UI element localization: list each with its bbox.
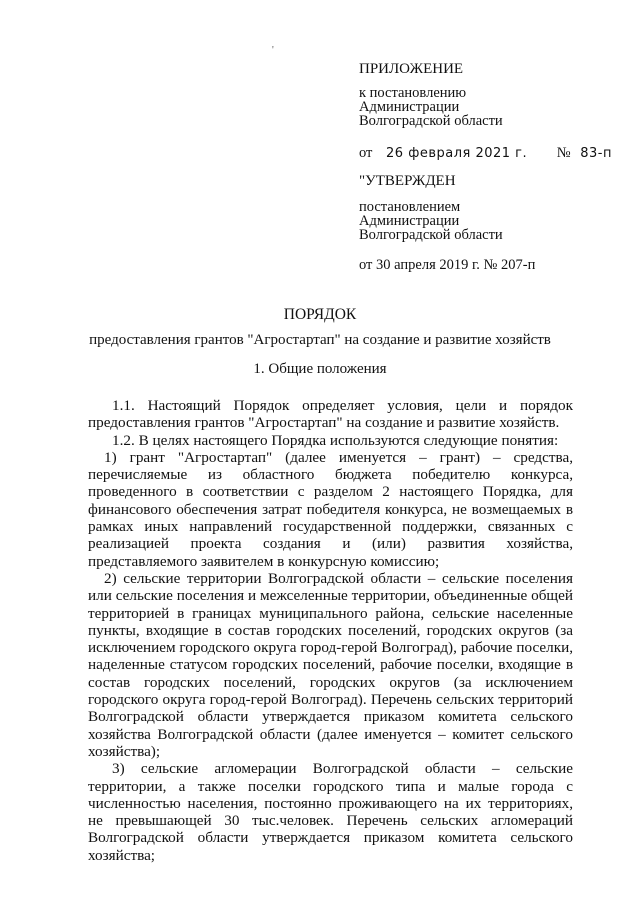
definition-1: 1) грант "Агростартап" (далее именуется – грант) – средства, перечисляемые из областного бюджета победителю конкурса, проведенного в соответствии с разделом 2 настоящего Порядка, для финансового обеспечения затрат победителя конкурса, не возмещаемых в рамках иных направлений государственной поддержки, связанных с реализацией проекта создания и (или) развития хозяйства, представляемого заявителем в конкурсную комиссию; [88, 448, 573, 570]
approved-block [359, 174, 609, 272]
document-body [88, 397, 573, 864]
document-title: ПОРЯДОК [283, 306, 357, 323]
appendix-date-prefix: от [359, 145, 373, 161]
approved-line-3: Волгоградской области [359, 227, 503, 243]
paragraph-1-1: 1.1. Настоящий Порядок определяет условия, цели и порядок предоставления грантов "Агростартап" на создание и развитие хозяйств. [88, 397, 573, 432]
appendix-date-line [359, 145, 612, 161]
document-subtitle: предоставления грантов "Агростартап" на создание и развитие хозяйств [89, 332, 551, 348]
appendix-number-prefix: № [556, 145, 571, 161]
approved-title: "УТВЕРЖДЕН [359, 173, 456, 189]
definition-2: 2) сельские территории Волгоградской области – сельские поселения или сельские поселения и межселенные территории, объединенные общей территорией в границах муниципального района, сельские населенные пункты, входящие в состав городских поселений, городских округов (за исключением городского округа город-герой Волгоград), рабочие поселки, наделенные статусом городских поселений, рабочие поселки, входящие в состав городских поселений, городских округов (за исключением городского округа город-герой Волгоград). Перечень сельских территорий Волгоградской области утверждается приказом комитета сельского хозяйства Волгоградской области (далее именуется – комитет сельского хозяйства); [88, 569, 573, 760]
appendix-date: 26 февраля 2021 г. [386, 146, 528, 161]
scan-mark: ' [272, 45, 274, 56]
appendix-number: 83-п [580, 146, 612, 161]
appendix-block [359, 61, 612, 161]
section-heading: 1. Общие положения [253, 361, 387, 377]
definition-3: 3) сельские агломерации Волгоградской области – сельские территории, а также поселки городского типа и малые города с численностью населения, постоянно проживающего на их территориях, не превышающей 30 тыс.человек. Перечень сельских агломераций Волгоградской области утверждается приказом комитета сельского хозяйства; [88, 760, 573, 864]
paragraph-1-2: 1.2. В целях настоящего Порядка используются следующие понятия: [112, 431, 559, 449]
appendix-title: ПРИЛОЖЕНИЕ [359, 61, 464, 77]
approved-line-1: постановлением [359, 199, 461, 215]
appendix-line-3: Волгоградской области [359, 113, 503, 129]
appendix-line-2: Администрации [359, 99, 460, 115]
approved-date-line: от 30 апреля 2019 г. № 207-п [359, 257, 536, 273]
approved-line-2: Администрации [359, 213, 460, 229]
appendix-line-1: к постановлению [359, 85, 467, 101]
